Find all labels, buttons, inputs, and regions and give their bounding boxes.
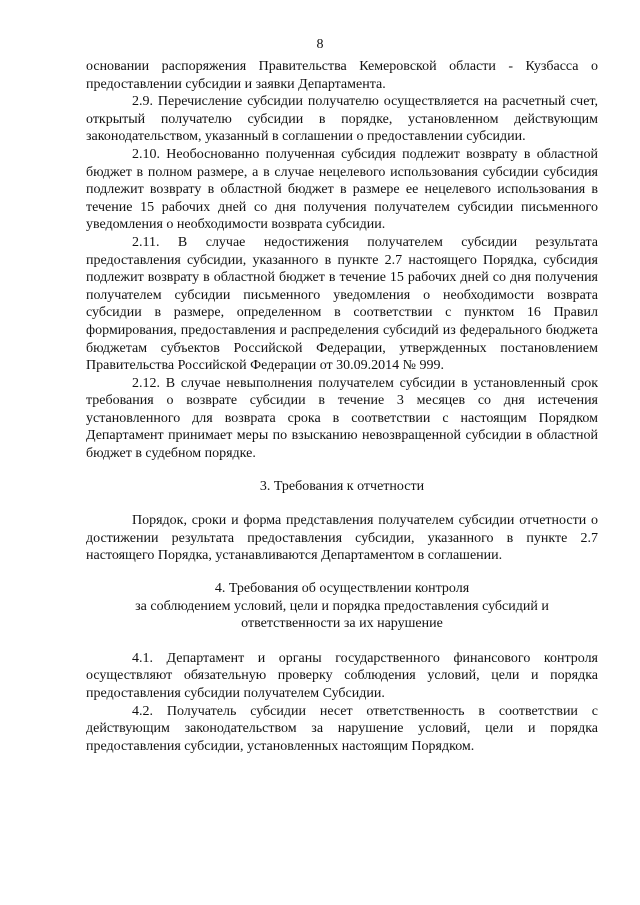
paragraph-2-9: 2.9. Перечисление субсидии получателю осуществляется на расчетный счет, открытый получателю субсидии в порядке, установленном действующим законодательством, указанный в соглашении о предоставлении субсидии. [86,94,598,145]
paragraph-continuation: основании распоряжения Правительства Кемеровской области - Кузбасса о предоставлении субсидии и заявки Департамента. [86,59,598,92]
section-3-heading: 3. Требования к отчетности [259,478,425,494]
paragraph-2-11: 2.11. В случае недостижения получателем субсидии результата предоставления субсидии, указанного в пункте 2.7 настоящего Порядка, субсидия подлежит возврату в областной бюджет в течение 15 рабочих дней со дня получения получателем субсидии письменного уведомления о необходимости возврата субсидии в размере, определенном в соответствии с пунктом 16 Правил формирования, предоставления и распределения субсидий из федерального бюджета бюджетам субъектов Российской Федерации, утвержденных постановлением Правительства Российской Федерации от 30.09.2014 № 999. [86,234,598,374]
paragraph-4-2: 4.2. Получатель субсидии несет ответственность в соответствии с действующим законодательством за нарушение условий, цели и порядка предоставления субсидии, установленных настоящим Порядком. [86,703,598,754]
paragraph-2-12: 2.12. В случае невыполнения получателем субсидии в установленный срок требования о возврате субсидии в течение 3 месяцев со дня истечения установленного для возврата срока в соответствии с настоящим Порядком Департамент принимает меры по взысканию невозвращенной субсидии в областной бюджет в судебном порядке. [86,375,598,462]
section-3-paragraph: Порядок, сроки и форма представления получателем субсидии отчетности о достижении результата предоставления субсидии, указанного в пункте 2.7 настоящего Порядка, устанавливаются Департаментом в соглашении. [86,513,598,564]
page-body [86,58,598,755]
paragraph-4-1: 4.1. Департамент и органы государственного финансового контроля осуществляют обязательную проверку соблюдения условий, цели и порядка предоставления субсидии получателем Субсидии. [86,650,598,701]
page-number: 8 [316,37,324,52]
section-4-heading-line: за соблюдением условий, цели и порядка предоставления субсидий и [135,598,549,614]
paragraph-2-10: 2.10. Необоснованно полученная субсидия подлежит возврату в областной бюджет в полном размере, а в случае нецелевого использования субсидии субсидия подлежит возврату в областной бюджет в размере ее нецелевого использования в течение 15 рабочих дней со дня получения получателем субсидии письменного уведомления о необходимости возврата субсидии. [86,146,598,233]
section-4-heading-line: ответственности за их нарушение [241,616,443,632]
section-4-heading-line: 4. Требования об осуществлении контроля [214,581,470,597]
section-4-heading [86,580,598,633]
